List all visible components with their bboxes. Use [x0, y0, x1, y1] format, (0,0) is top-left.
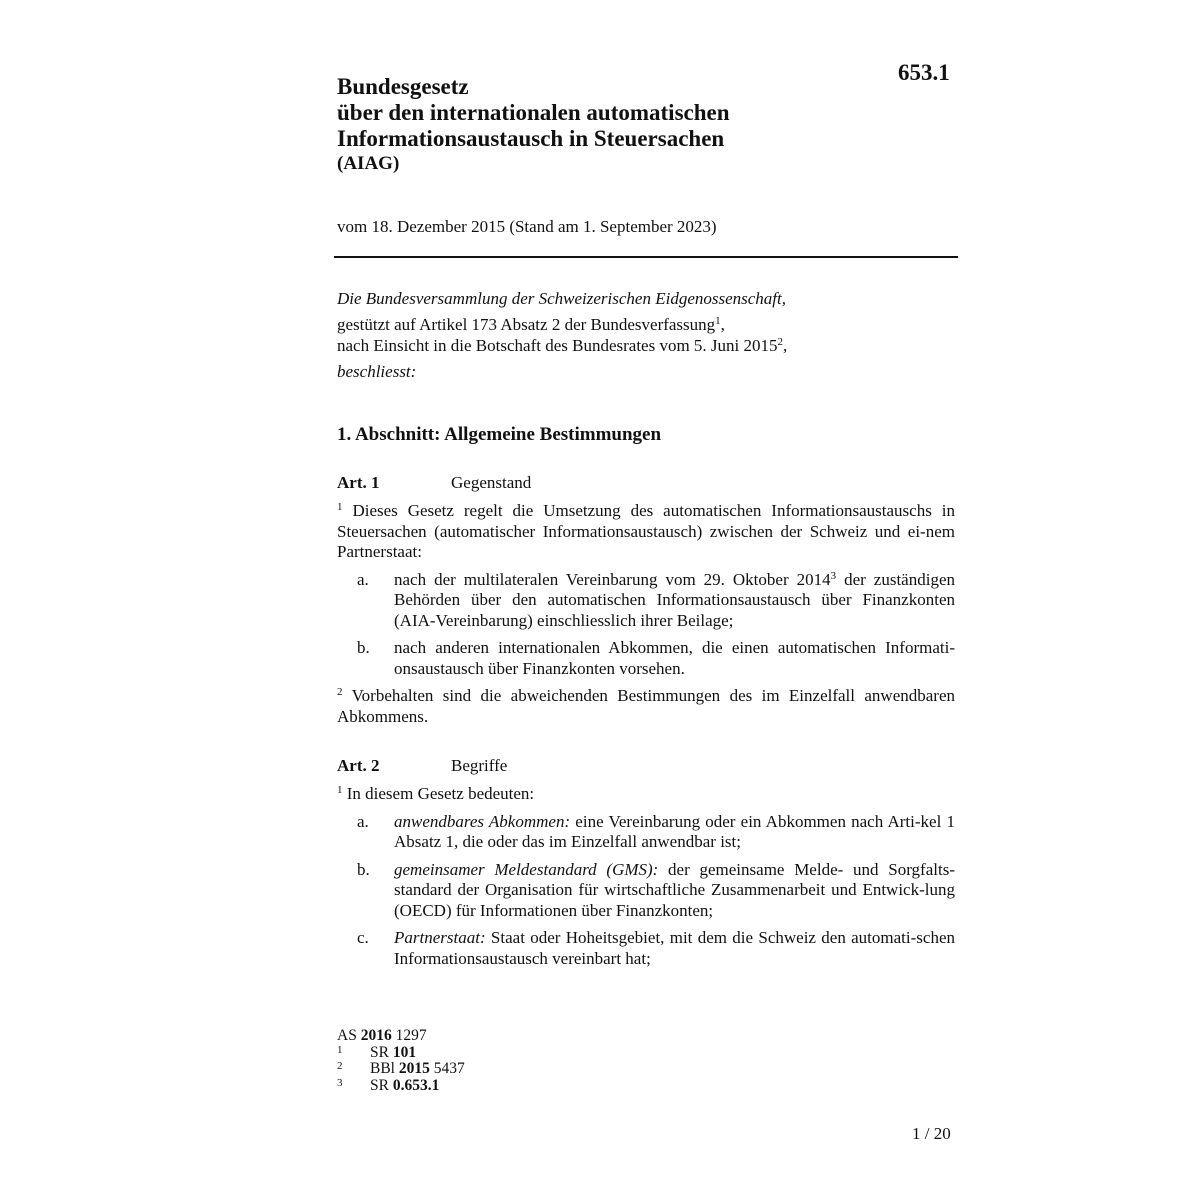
- page-number: 1 / 20: [912, 1124, 951, 1143]
- item-text: nach der multilateralen Vereinbarung vom 29. Oktober 2014: [394, 569, 831, 589]
- para-text: In diesem Gesetz bedeuten:: [346, 784, 535, 803]
- item-text: nach anderen internationalen Abkommen, die einen automatischen Informati-onsaustausch über Finanzkonten vorsehen.: [394, 638, 955, 678]
- footnote-ref-2[interactable]: 2: [777, 336, 784, 348]
- preamble-message-end: ,: [783, 336, 788, 355]
- footnote-number: 2: [337, 1060, 343, 1072]
- item-term: Partnerstaat:: [394, 928, 486, 947]
- sr-number: 653.1: [898, 60, 950, 85]
- title-line-1: Bundesgesetz: [337, 74, 469, 99]
- article-1-item-b: [337, 638, 955, 679]
- item-label: b.: [357, 859, 370, 879]
- item-text-cont: der zuständigen Behörden über den automatischen Informationsaustausch über Finanzkonten (AIA-Vereinbarung) einschliesslich ihrer Beilage;: [394, 569, 956, 630]
- article-1-heading: [337, 473, 531, 493]
- item-text: Staat oder Hoheitsgebiet, mit dem die Schweiz den automati-schen Informationsaustausch vereinbart hat;: [394, 928, 955, 968]
- footnote-prefix: BBl: [370, 1060, 399, 1077]
- footnote-2: [337, 1061, 465, 1078]
- item-term: gemeinsamer Meldestandard (GMS):: [394, 859, 659, 879]
- article-2-item-b: [337, 860, 955, 922]
- para-number: 2: [337, 686, 343, 698]
- preamble: [337, 288, 957, 382]
- item-text: der gemeinsame Melde- und Sorgfalts-standard der Organisation für wirtschaftliche Zusammenarbeit und Entwick-lung (OECD) für Informationen über Finanzkonten;: [394, 859, 955, 920]
- preamble-decides: beschliesst:: [337, 362, 417, 381]
- preamble-basis-end: ,: [720, 315, 725, 334]
- para-number: 1: [337, 784, 343, 796]
- item-label: a.: [357, 811, 369, 831]
- section-1-title: 1. Abschnitt: Allgemeine Bestimmungen: [337, 424, 662, 445]
- article-1-para-1: [337, 501, 955, 563]
- law-title: [337, 74, 730, 152]
- article-2-item-a: [337, 812, 955, 853]
- article-2-label: Art. 2: [337, 756, 380, 775]
- title-line-2: über den internationalen automatischen: [337, 100, 730, 125]
- as-page: 1297: [391, 1027, 427, 1044]
- article-1-label: Art. 1: [337, 473, 380, 492]
- item-label: c.: [357, 928, 369, 947]
- article-2-title: Begriffe: [451, 756, 508, 775]
- article-1-item-a: [337, 570, 955, 632]
- footnote-1: [337, 1045, 465, 1062]
- footnote-ref[interactable]: 101: [392, 1043, 417, 1061]
- article-1-title: Gegenstand: [451, 473, 532, 492]
- article-2-heading: [337, 756, 507, 776]
- footnote-page: 5437: [429, 1060, 465, 1077]
- para-text: Dieses Gesetz regelt die Umsetzung des automatischen Informationsaustauschs in Steuersachen (automatischer Informationsaustausch) zwischen der Schweiz und ei-nem Partnerstaat:: [337, 501, 955, 561]
- para-number: 1: [337, 501, 343, 513]
- preamble-basis-text: gestützt auf Artikel 173 Absatz 2 der Bundesverfassung: [337, 315, 716, 334]
- as-year: 2016: [360, 1027, 392, 1044]
- law-abbreviation: (AIAG): [337, 153, 400, 174]
- footnote-ref-1[interactable]: 1: [715, 315, 721, 327]
- item-term: anwendbares Abkommen:: [394, 811, 571, 831]
- footnote-year: 2015: [398, 1060, 430, 1077]
- date-line: vom 18. Dezember 2015 (Stand am 1. September 2023): [337, 217, 717, 236]
- footnote-prefix: SR: [370, 1043, 393, 1061]
- title-divider: [334, 256, 958, 258]
- article-2-item-c: [337, 928, 955, 969]
- preamble-message: [337, 335, 957, 356]
- item-text: eine Vereinbarung oder ein Abkommen nach Arti-kel 1 Absatz 1, die oder das im Einzelfall anwendbar ist;: [394, 811, 955, 851]
- preamble-basis: [337, 314, 957, 335]
- footnote-ref-3[interactable]: 3: [830, 569, 837, 582]
- article-2-body: [337, 784, 955, 969]
- footnote-ref[interactable]: 0.653.1: [392, 1076, 440, 1094]
- preamble-assembly: Die Bundesversammlung der Schweizerischen Eidgenossenschaft,: [337, 289, 786, 308]
- footnote-3: [337, 1078, 465, 1095]
- para-text: Vorbehalten sind die abweichenden Bestimmungen des im Einzelfall anwendbaren Abkommens.: [337, 686, 955, 726]
- article-1-body: [337, 501, 955, 727]
- footnote-number: 3: [337, 1076, 343, 1089]
- preamble-message-text: nach Einsicht in die Botschaft des Bundesrates vom 5. Juni 2015: [337, 336, 778, 355]
- as-prefix: AS: [337, 1027, 361, 1044]
- item-label: b.: [357, 638, 370, 657]
- footnotes: [337, 1028, 465, 1094]
- article-2-para-1: [337, 784, 955, 805]
- item-label: a.: [357, 569, 369, 589]
- footnote-prefix: SR: [370, 1076, 393, 1094]
- footnote-number: 1: [337, 1043, 343, 1056]
- as-reference: [337, 1028, 465, 1045]
- article-1-para-2: [337, 686, 955, 727]
- title-line-3: Informationsaustausch in Steuersachen: [337, 126, 725, 151]
